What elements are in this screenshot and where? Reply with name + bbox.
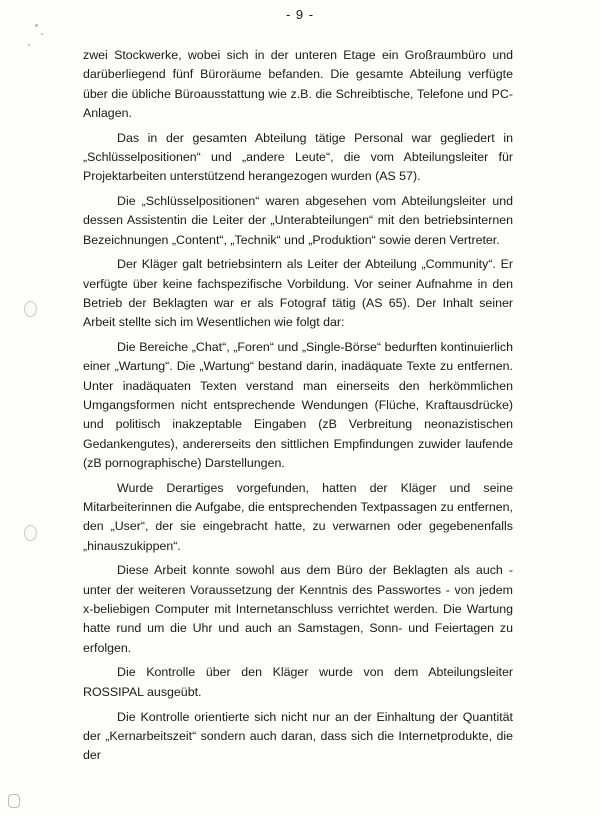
paragraph-control: Die Kontrolle orientierte sich nicht nur an der Einhaltung der Quantität der „Kernarbeitszeit“ sondern auch daran, dass sich die Internetprodukte, die der <box>83 709 513 763</box>
scan-artifact <box>35 24 38 27</box>
paragraph-plaintiff-role: Der Kläger galt betriebsintern als Leiter der Abteilung „Community“. Er verfügte über keine fachspezifische Vorbildung. Vor seiner Aufnahme in den Betrieb der Beklagten war er als Fotograf tätig (AS 65). Der Inhalt seiner Arbeit stellte sich im Wesentlichen wie folgt dar: <box>83 257 513 330</box>
paragraph-remote-work: Diese Arbeit konnte sowohl aus dem Büro der Beklagten als auch - unter der weiteren Voraussetzung der Kenntnis des Passwortes - von jedem x-beliebigen Computer mit Internetanschluss verrichtet werden. Die Wartung hatte rund um die Uhr und auch an Samstagen, Sonn- und Feiertagen zu erfolgen. <box>83 563 513 655</box>
paragraph-continuation: zwei Stockwerke, wobei sich in der unteren Etage ein Großraumbüro und darüberliegend fünf Büroräume befanden. Die gesamte Abteilung verfügte über die übliche Büroausstattung wie z.B. die Schreibtische, Telefone und PC-Anlagen. <box>83 48 513 120</box>
paragraph-key-positions: Die „Schlüsselpositionen“ waren abgesehen vom Abteilungsleiter und dessen Assistentin die Leiter der „Unterabteilungen“ mit den betriebsinternen Bezeichnungen „Content“, „Technik“ und „Produktion“ sowie deren Vertreter. <box>83 194 513 247</box>
punch-hole <box>24 525 37 541</box>
paragraph-personnel: Das in der gesamten Abteilung tätige Personal war gegliedert in „Schlüsselpositionen“ und „andere Leute“, die vom Abteilungsleiter für Projektarbeiten unterstützend herangezogen wurden (AS 57). <box>83 130 513 184</box>
page-number: - 9 - <box>285 7 315 22</box>
paragraph-maintenance: Die Bereiche „Chat“, „Foren“ und „Single-Börse“ bedurften kontinuierlich einer „Wartung“. Die „Wartung“ bestand darin, inadäquate Texte zu entfernen. Unter inadäquaten Texten verstand man einerseits den herkömmlichen Umgangsformen nicht entsprechende Wendungen (Flüche, Kraftausdrücke) und politisch inakzeptable Eingaben (zB Verbreitung neonazistischen Gedankengutes), andererseits den sittlichen Empfindungen zuwider laufende (zB pornographische) Darstellungen. <box>83 340 513 470</box>
scan-artifact <box>28 44 30 46</box>
paragraph-supervision: Die Kontrolle über den Kläger wurde von dem Abteilungsleiter ROSSIPAL ausgeübt. <box>83 665 513 699</box>
scan-artifact <box>8 794 20 808</box>
paragraph-tasks: Wurde Derartiges vorgefunden, hatten der Kläger und seine Mitarbeiterinnen die Aufgabe, die entsprechenden Textpassagen zu entfernen, den „User“, der sie eingebracht hatte, zu verwarnen oder gegebenenfalls „hinauszukippen“. <box>83 480 513 553</box>
scan-artifact <box>41 33 43 35</box>
punch-hole <box>24 301 37 317</box>
document-body <box>83 46 513 771</box>
